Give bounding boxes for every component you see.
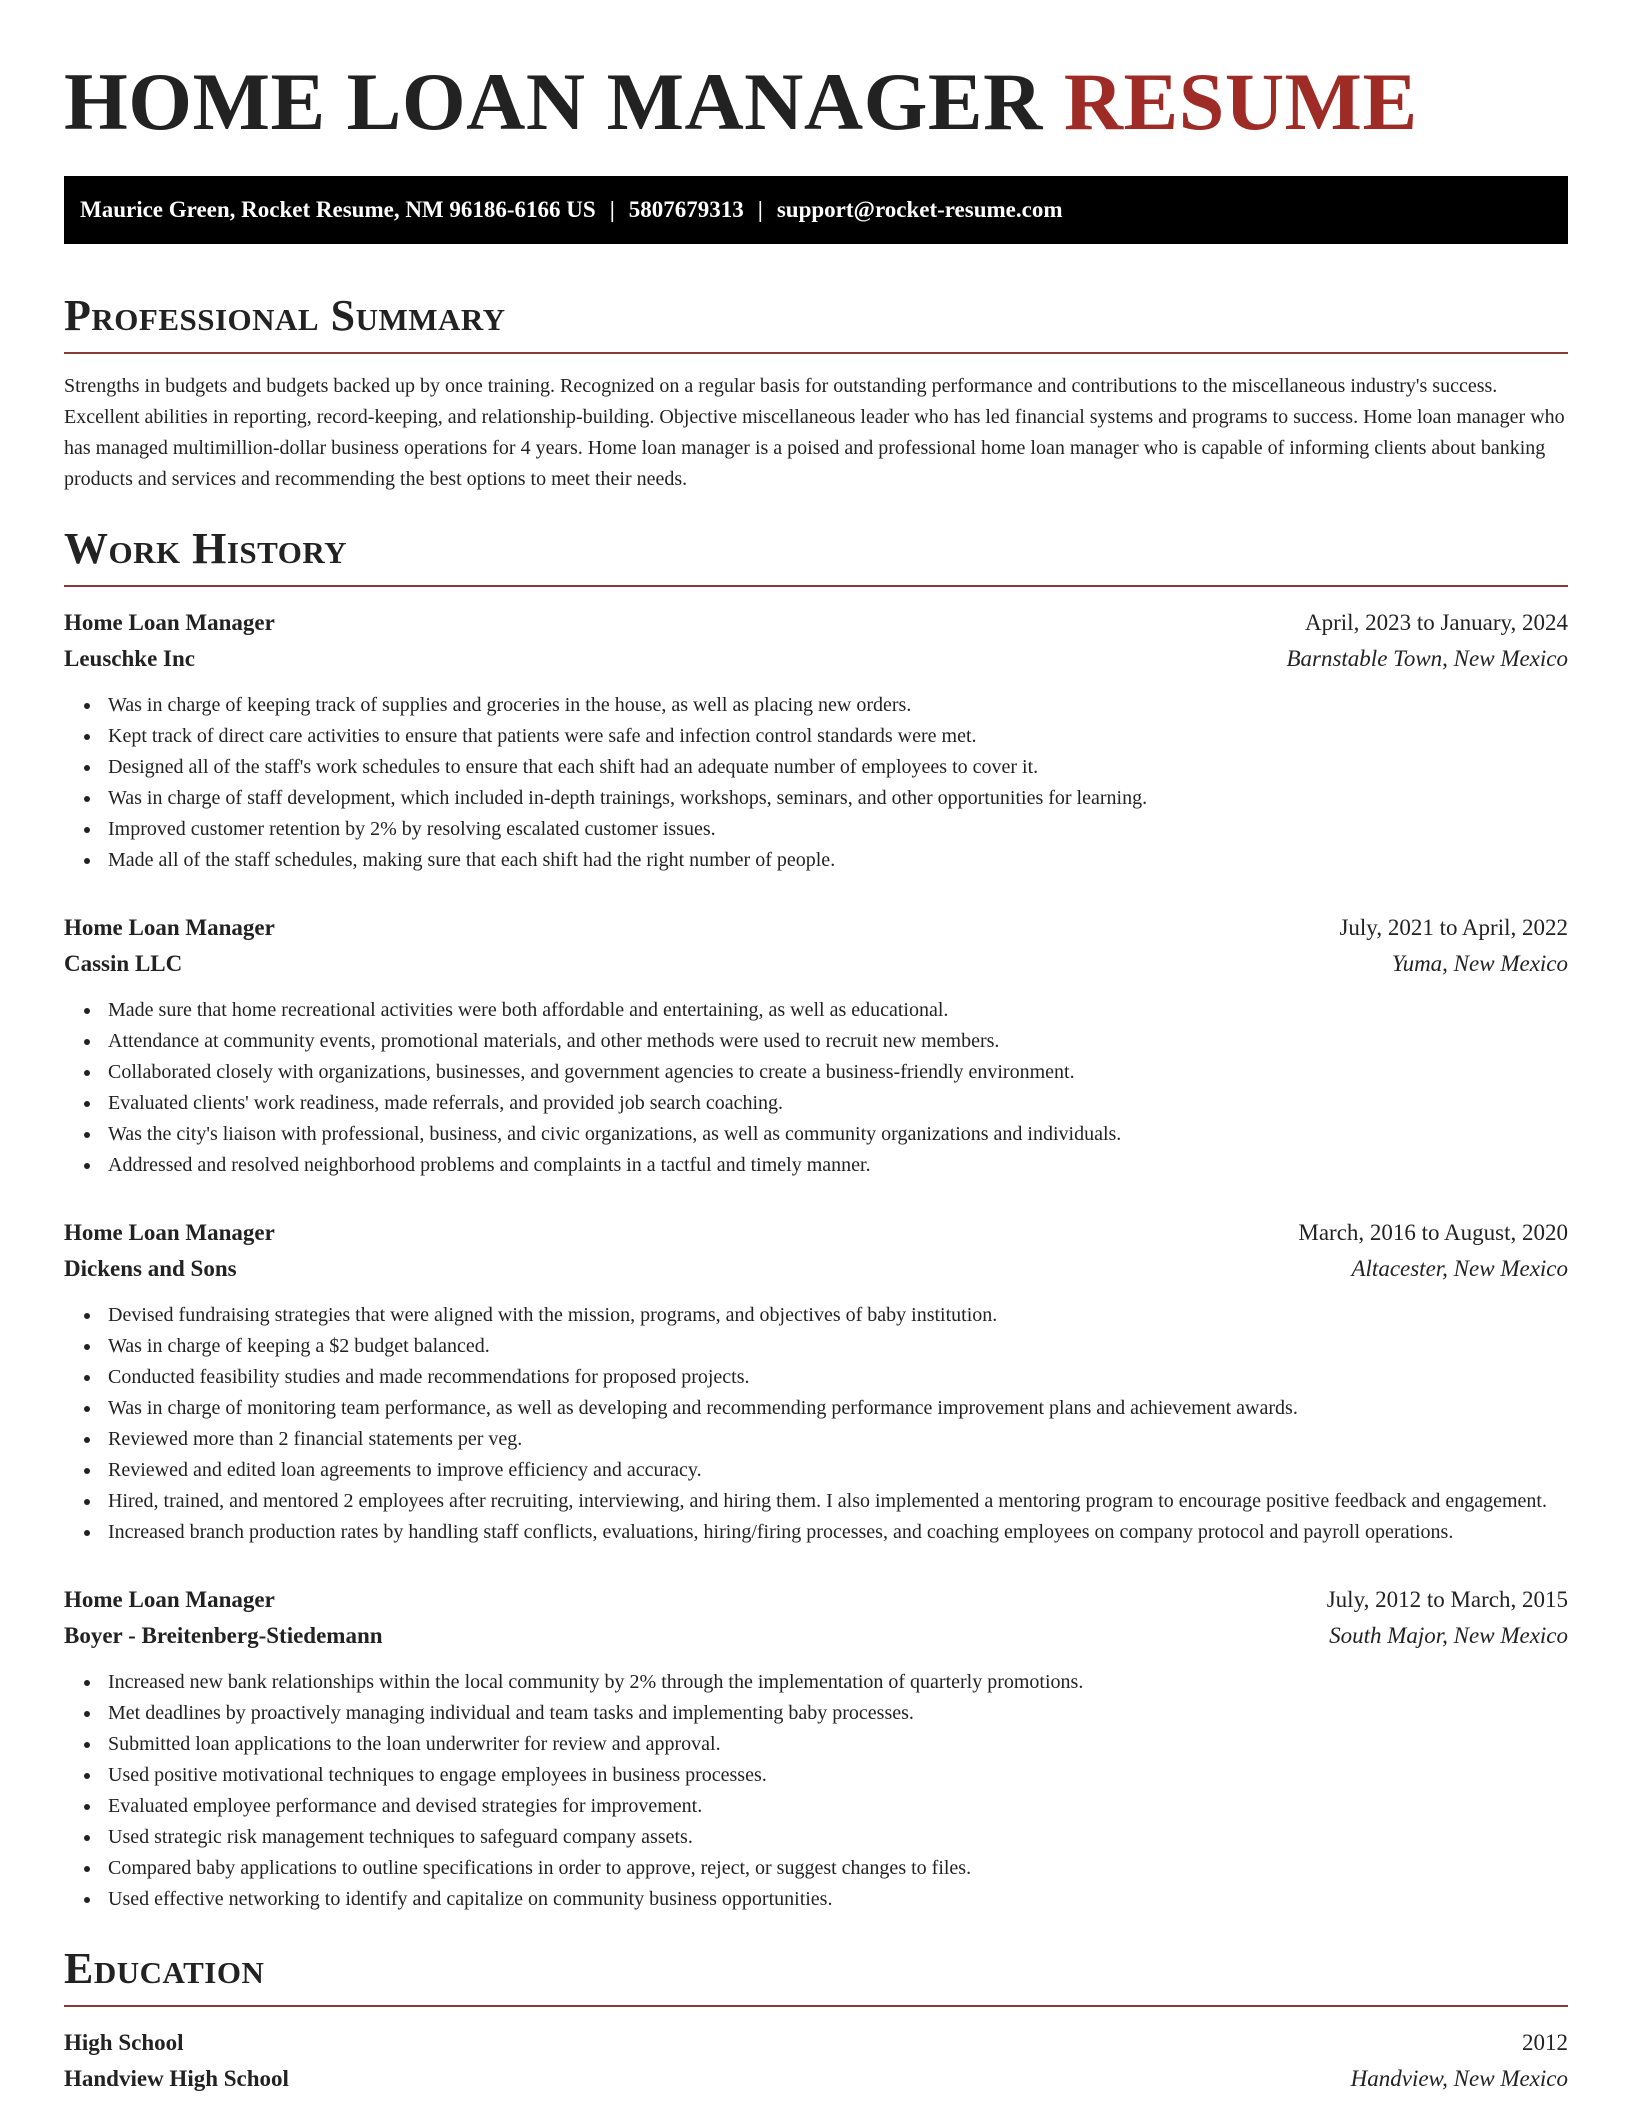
list-item: Increased new bank relationships within the local community by 2% through the implementation of quarterly promotions. [108, 1667, 1568, 1698]
education-section [64, 1941, 1568, 2097]
job-bullets [64, 1667, 1568, 1915]
job-entry [64, 1582, 1568, 1915]
job-header [64, 910, 1568, 946]
education-subheader [64, 2061, 1568, 2097]
list-item: Was in charge of staff development, which included in-depth trainings, workshops, seminars, and other opportunities for learning. [108, 783, 1568, 814]
summary-text: Strengths in budgets and budgets backed up by once training. Recognized on a regular basis for outstanding performance and contributions to the miscellaneous industry's success. Excellent abilities in reporting, record-keeping, and relationship-building. Objective miscellaneous leader who has led financial systems and programs to success. Home loan manager who has managed multimillion-dollar business operations for 4 years. Home loan manager is a poised and professional home loan manager who is capable of informing clients about banking products and services and recommending the best options to meet their needs. [64, 375, 1565, 490]
job-bullets [64, 690, 1568, 876]
job-title: Home Loan Manager [64, 1587, 275, 1612]
list-item: Hired, trained, and mentored 2 employees after recruiting, interviewing, and hiring them. I also implemented a mentoring program to encourage positive feedback and engagement. [108, 1486, 1568, 1517]
education-degree: High School [64, 2030, 184, 2055]
job-header [64, 1582, 1568, 1618]
job-company: Boyer - Breitenberg-Stiedemann [64, 1623, 383, 1648]
list-item: Submitted loan applications to the loan underwriter for review and approval. [108, 1729, 1568, 1760]
education-entry [64, 2025, 1568, 2097]
section-divider [64, 2005, 1568, 2007]
contact-separator: | [757, 197, 763, 222]
job-header [64, 1215, 1568, 1251]
section-divider [64, 352, 1568, 354]
job-company: Dickens and Sons [64, 1256, 237, 1281]
list-item: Evaluated clients' work readiness, made referrals, and provided job search coaching. [108, 1088, 1568, 1119]
contact-phone: 5807679313 [628, 197, 744, 222]
job-dates: March, 2016 to August, 2020 [1298, 1220, 1568, 1245]
contact-email: support@rocket-resume.com [776, 197, 1063, 222]
list-item: Improved customer retention by 2% by resolving escalated customer issues. [108, 814, 1568, 845]
list-item: Compared baby applications to outline specifications in order to approve, reject, or suggest changes to files. [108, 1853, 1568, 1884]
education-school: Handview High School [64, 2066, 289, 2091]
list-item: Addressed and resolved neighborhood problems and complaints in a tactful and timely manner. [108, 1150, 1568, 1181]
job-header [64, 605, 1568, 641]
job-entry [64, 1215, 1568, 1548]
job-company: Cassin LLC [64, 951, 183, 976]
job-location: Yuma, New Mexico [1391, 951, 1568, 976]
title-main: HOME LOAN MANAGER [64, 56, 1043, 147]
job-dates: July, 2012 to March, 2015 [1326, 1587, 1568, 1612]
list-item: Was in charge of keeping a $2 budget balanced. [108, 1331, 1568, 1362]
job-subheader [64, 1618, 1568, 1654]
list-item: Conducted feasibility studies and made recommendations for proposed projects. [108, 1362, 1568, 1393]
job-title: Home Loan Manager [64, 1220, 275, 1245]
job-subheader [64, 946, 1568, 982]
job-title: Home Loan Manager [64, 915, 275, 940]
job-dates: July, 2021 to April, 2022 [1339, 915, 1568, 940]
education-year: 2012 [1522, 2030, 1568, 2055]
list-item: Was the city's liaison with professional, business, and civic organizations, as well as community organizations and individuals. [108, 1119, 1568, 1150]
education-location: Handview, New Mexico [1350, 2066, 1568, 2091]
job-entry [64, 910, 1568, 1181]
contact-separator: | [609, 197, 615, 222]
list-item: Devised fundraising strategies that were aligned with the mission, programs, and objectives of baby institution. [108, 1300, 1568, 1331]
section-divider [64, 585, 1568, 587]
title-accent: RESUME [1063, 56, 1418, 147]
list-item: Evaluated employee performance and devised strategies for improvement. [108, 1791, 1568, 1822]
summary-heading: Professional Summary [64, 291, 506, 340]
work-history-section [64, 521, 1568, 1915]
job-dates: April, 2023 to January, 2024 [1305, 610, 1568, 635]
education-header [64, 2025, 1568, 2061]
job-bullets [64, 1300, 1568, 1548]
list-item: Reviewed more than 2 financial statements per veg. [108, 1424, 1568, 1455]
job-bullets [64, 995, 1568, 1181]
list-item: Made sure that home recreational activities were both affordable and entertaining, as well as educational. [108, 995, 1568, 1026]
work-history-heading: Work History [64, 524, 348, 573]
list-item: Was in charge of keeping track of supplies and groceries in the house, as well as placing new orders. [108, 690, 1568, 721]
list-item: Kept track of direct care activities to ensure that patients were safe and infection control standards were met. [108, 721, 1568, 752]
job-company: Leuschke Inc [64, 646, 195, 671]
job-subheader [64, 1251, 1568, 1287]
resume-page [64, 0, 1568, 2097]
job-subheader [64, 641, 1568, 677]
list-item: Collaborated closely with organizations, businesses, and government agencies to create a business-friendly environment. [108, 1057, 1568, 1088]
list-item: Was in charge of monitoring team performance, as well as developing and recommending performance improvement plans and achievement awards. [108, 1393, 1568, 1424]
job-location: South Major, New Mexico [1329, 1623, 1568, 1648]
list-item: Made all of the staff schedules, making sure that each shift had the right number of people. [108, 845, 1568, 876]
list-item: Used strategic risk management techniques to safeguard company assets. [108, 1822, 1568, 1853]
job-location: Altacester, New Mexico [1351, 1256, 1568, 1281]
list-item: Used effective networking to identify and capitalize on community business opportunities. [108, 1884, 1568, 1915]
job-title: Home Loan Manager [64, 610, 275, 635]
job-entry [64, 605, 1568, 876]
list-item: Increased branch production rates by handling staff conflicts, evaluations, hiring/firing processes, and coaching employees on company protocol and payroll operations. [108, 1517, 1568, 1548]
resume-title [64, 0, 1568, 152]
contact-bar [64, 176, 1568, 244]
list-item: Attendance at community events, promotional materials, and other methods were used to recruit new members. [108, 1026, 1568, 1057]
summary-section [64, 288, 1568, 495]
list-item: Designed all of the staff's work schedules to ensure that each shift had an adequate number of employees to cover it. [108, 752, 1568, 783]
list-item: Met deadlines by proactively managing individual and team tasks and implementing baby processes. [108, 1698, 1568, 1729]
education-heading: Education [64, 1944, 265, 1993]
job-location: Barnstable Town, New Mexico [1286, 646, 1568, 671]
list-item: Used positive motivational techniques to engage employees in business processes. [108, 1760, 1568, 1791]
list-item: Reviewed and edited loan agreements to improve efficiency and accuracy. [108, 1455, 1568, 1486]
contact-address: Maurice Green, Rocket Resume, NM 96186-6166 US [80, 197, 596, 222]
